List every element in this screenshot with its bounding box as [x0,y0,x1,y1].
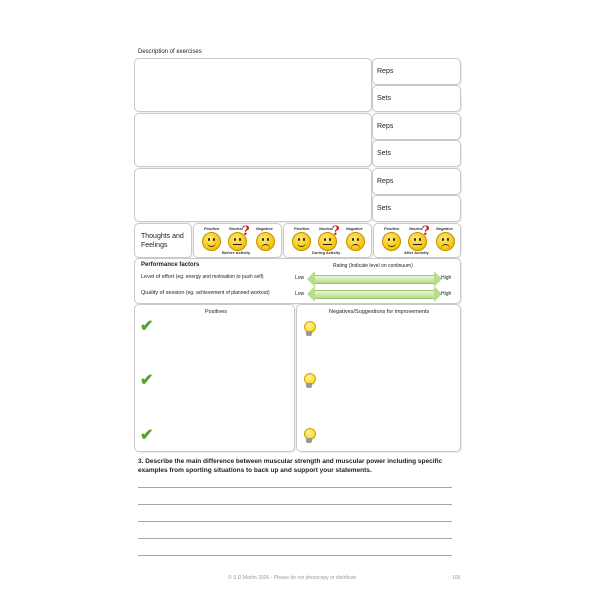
face-label-negative: Negative [256,226,273,231]
effort-note: (eg. energy and motivation to push self) [175,274,264,280]
answer-line[interactable] [138,521,452,522]
reps-label: Reps [377,68,394,75]
answer-line[interactable] [138,487,452,488]
face-label-positive: Positive [294,226,310,231]
answer-line[interactable] [138,504,452,505]
effort-high-label: High [441,275,452,281]
reps-label: Reps [377,123,394,130]
quality-note: (eg. achievement of planned workout) [185,290,270,296]
thoughts-label-box [134,223,192,258]
positives-box[interactable] [134,304,295,452]
face-label-neutral: Neutral [409,226,423,231]
exercise-description-box-3[interactable] [134,168,372,222]
question-mark-icon: ? [422,224,430,239]
happy-face-icon[interactable] [382,232,401,251]
face-label-positive: Positive [384,226,400,231]
face-label-negative: Negative [346,226,363,231]
reps-label: Reps [377,178,394,185]
answer-line[interactable] [138,555,452,556]
performance-title: Performance factors [141,262,200,268]
lightbulb-icon [303,321,315,337]
question-3-line1: 3. Describe the main difference between muscular strength and muscular power including specific [138,458,443,465]
effort-rating-slider[interactable] [315,275,434,284]
check-icon: ✔ [140,372,154,389]
quality-low-label: Low [295,291,305,297]
feelings-group-after[interactable] [373,223,461,258]
exercise-description-box-1[interactable] [134,58,372,112]
negatives-box[interactable] [296,304,461,452]
page-number: 106 [452,575,461,581]
sets-label: Sets [377,95,392,102]
quality-high-label: High [441,291,452,297]
sets-label: Sets [377,205,392,212]
thoughts-label-line2: Feelings [141,242,168,249]
rating-header: Rating (Indicate level on continuum) [333,263,413,269]
thoughts-label-line1: Thoughts and [141,233,184,240]
quality-label [141,290,270,296]
face-label-positive: Positive [204,226,220,231]
sad-face-icon[interactable] [256,232,275,251]
effort-low-label: Low [295,275,305,281]
check-icon: ✔ [140,318,154,335]
check-icon: ✔ [140,427,154,444]
sets-box-3[interactable] [372,195,461,222]
description-label: Description of exercises [138,49,202,55]
group-label-before: Before Activity [222,250,251,255]
question-mark-icon: ? [242,224,250,239]
feelings-group-during[interactable] [283,223,372,258]
reps-box-2[interactable] [372,113,461,140]
face-label-negative: Negative [436,226,453,231]
quality-label-text: Quality of session [141,290,185,296]
quality-rating-slider[interactable] [315,290,434,299]
happy-face-icon[interactable] [292,232,311,251]
reps-box-1[interactable] [372,58,461,85]
face-label-neutral: Neutral [229,226,243,231]
face-label-neutral: Neutral [319,226,333,231]
effort-label [141,274,264,280]
negatives-title: Negatives/Suggestions for improvements [329,309,430,315]
exercise-description-box-2[interactable] [134,113,372,167]
sets-box-2[interactable] [372,140,461,167]
group-label-during: During Activity [312,250,341,255]
sets-box-1[interactable] [372,85,461,112]
performance-factors-box [134,258,461,304]
happy-face-icon[interactable] [202,232,221,251]
reps-box-3[interactable] [372,168,461,195]
sets-label: Sets [377,150,392,157]
copyright-footer: © S D Martin 2026 - Please do not photocopy or distribute [228,575,357,581]
lightbulb-icon [303,428,315,444]
question-3-line2: examples from sporting situations to back up and support your statements. [138,467,372,474]
effort-label-text: Level of effort [141,274,175,280]
sad-face-icon[interactable] [436,232,455,251]
lightbulb-icon [303,373,315,389]
question-3 [138,457,468,475]
positives-title: Positives [205,309,228,315]
feelings-group-before[interactable] [193,223,282,258]
question-mark-icon: ? [332,224,340,239]
answer-line[interactable] [138,538,452,539]
group-label-after: After Activity [404,250,429,255]
sad-face-icon[interactable] [346,232,365,251]
